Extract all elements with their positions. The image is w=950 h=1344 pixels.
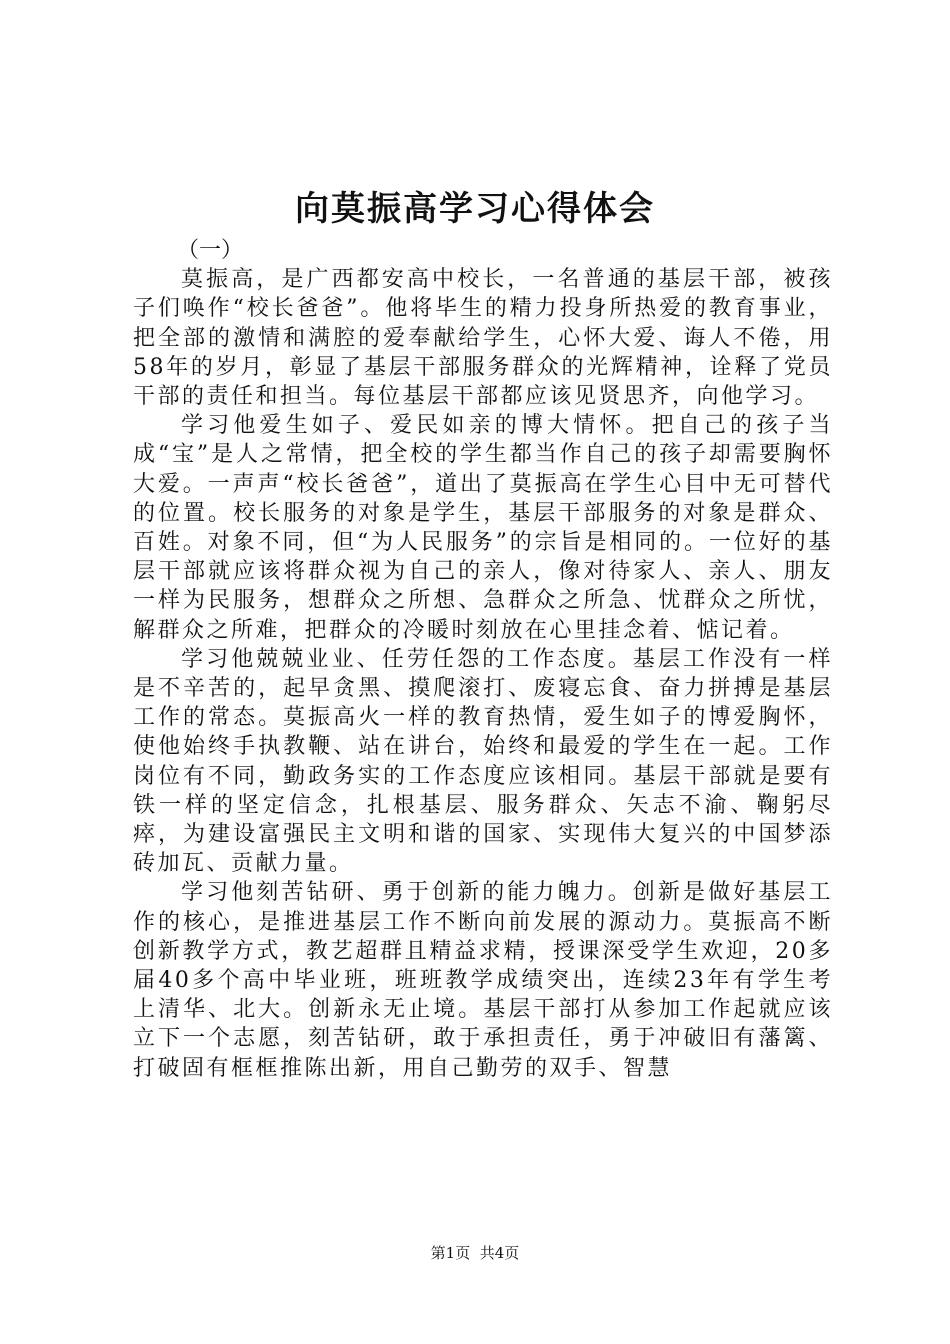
paragraph-diligence: 学习他兢兢业业、任劳任怨的工作态度。基层工作没有一样是不辛苦的，起早贪黑、摸爬滚打、废寝忘食、奋力拼搏是基层工作的常态。莫振高火一样的教育热情，爱生如子的博爱胸怀，使他始终手执教鞭、站在讲台，始终和最爱的学生在一起。工作岗位有不同，勤政务实的工作态度应该相同。基层干部就是要有铁一样的坚定信念，扎根基层、服务群众、矢志不渝、鞠躬尽瘁，为建设富强民主文明和谐的国家、实现伟大复兴的中国梦添砖加瓦、贡献力量。 (133, 646, 833, 877)
document-title: 向莫振高学习心得体会 (295, 189, 655, 229)
section-marker: （一） (177, 238, 244, 263)
document-body (133, 236, 833, 1083)
page-total: 共4页 (479, 1244, 520, 1262)
page-footer (0, 1243, 950, 1263)
page-number: 第1页 (430, 1244, 471, 1262)
paragraph-care: 学习他爱生如子、爱民如亲的博大情怀。把自己的孩子当成“宝”是人之常情，把全校的学生都当作自己的孩子却需要胸怀大爱。一声声“校长爸爸”，道出了莫振高在学生心目中无可替代的位置。校长服务的对象是学生，基层干部服务的对象是群众、百姓。对象不同，但“为人民服务”的宗旨是相同的。一位好的基层干部就应该将群众视为自己的亲人，像对待家人、亲人、朋友一样为民服务，想群众之所想、急群众之所急、忧群众之所忧，解群众之所难，把群众的冷暖时刻放在心里挂念着、惦记着。 (133, 413, 833, 643)
paragraph-innovation: 学习他刻苦钻研、勇于创新的能力魄力。创新是做好基层工作的核心，是推进基层工作不断向前发展的源动力。莫振高不断创新教学方式，教艺超群且精益求精，授课深受学生欢迎，20多届40多个高中毕业班，班班教学成绩突出，连续23年有学生考上清华、北大。创新永无止境。基层干部打从参加工作起就应该立下一个志愿，刻苦钻研，敢于承担责任，勇于冲破旧有藩篱、打破固有框框推陈出新，用自己勤劳的双手、智慧 (133, 880, 833, 1081)
paragraph-intro: 莫振高，是广西都安高中校长，一名普通的基层干部，被孩子们唤作“校长爸爸”。他将毕生的精力投身所热爱的教育事业，把全部的激情和满腔的爱奉献给学生，心怀大爱、诲人不倦，用58年的岁月，彰显了基层干部服务群众的光辉精神，诠释了党员干部的责任和担当。每位基层干部都应该见贤思齐，向他学习。 (133, 267, 833, 410)
